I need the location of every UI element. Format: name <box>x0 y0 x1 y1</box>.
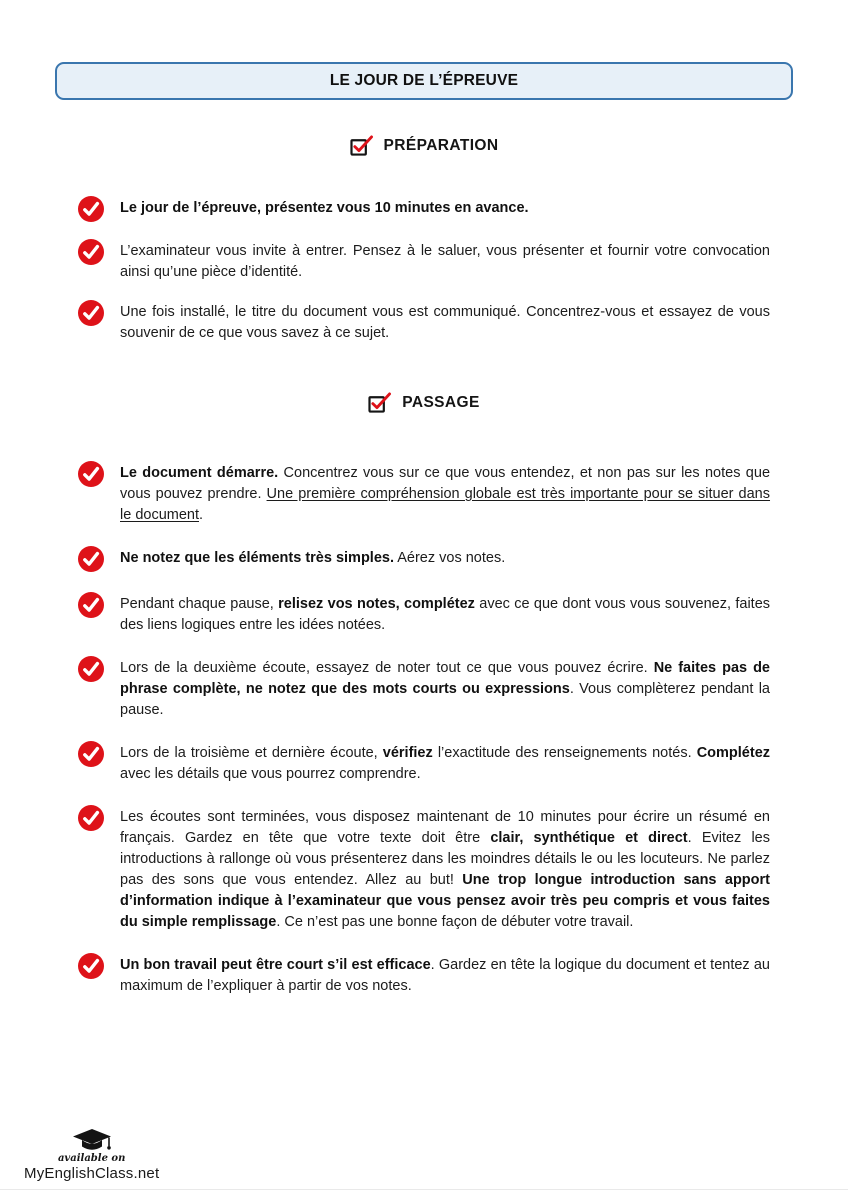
text-run: . Ce n’est pas une bonne façon de débuter votre travail. <box>276 914 634 930</box>
text-run: clair, synthétique et direct <box>490 830 688 846</box>
preparation-list <box>78 198 770 344</box>
site-footer <box>24 1128 159 1182</box>
passage-heading <box>0 392 848 413</box>
list-item <box>78 594 770 636</box>
text-run: Ne faites pas de phrase complète, ne notez que des mots courts ou expressions <box>120 660 770 697</box>
text-run: Une première compréhension globale est très importante pour se situer dans le document <box>120 486 771 523</box>
footer-tagline: available on <box>57 1153 126 1164</box>
list-item <box>78 955 770 997</box>
list-item <box>78 463 770 526</box>
text-run: Une trop longue introduction sans apport d’information indique à l’examinateur que vous pensez avoir très peu compris et vous faites du simple remplissage <box>120 872 770 930</box>
list-item-text <box>120 463 770 526</box>
text-run: Complétez <box>696 745 771 761</box>
list-item <box>78 548 770 572</box>
list-item <box>78 241 770 283</box>
check-circle-icon <box>78 741 104 767</box>
text-run: Les écoutes sont terminées, vous disposez maintenant de 10 minutes pour écrire un résumé en français. Gardez en tête que votre texte doit être <box>120 809 770 846</box>
text-run: avec les détails que vous pourrez comprendre. <box>120 766 421 782</box>
text-run: Le document démarre. <box>120 465 279 481</box>
check-circle-icon <box>78 592 104 618</box>
passage-heading-label: PASSAGE <box>402 393 480 411</box>
text-run: relisez vos notes, complétez <box>278 596 475 612</box>
check-circle-icon <box>78 656 104 682</box>
check-circle-icon <box>78 300 104 326</box>
list-item <box>78 807 770 933</box>
text-run: Ne notez que les éléments très simples. <box>120 550 394 566</box>
checkbox-checked-icon <box>368 392 392 413</box>
text-run: l’exactitude des renseignements notés. <box>432 745 697 761</box>
graduation-cap-icon <box>69 1128 115 1155</box>
text-run: Lors de la deuxième écoute, essayez de noter tout ce que vous pouvez écrire. <box>120 660 654 676</box>
text-run: . <box>199 507 204 523</box>
list-item-text <box>120 658 770 721</box>
preparation-heading <box>0 135 848 156</box>
text-run: L’examinateur vous invite à entrer. Pensez à le saluer, vous présenter et fournir votre convocation ainsi qu’une pièce d’identité. <box>120 243 770 280</box>
page-bottom-divider <box>0 1189 848 1190</box>
text-run: . Gardez en tête la logique du document et tentez au maximum de l’expliquer à partir de vos notes. <box>120 957 770 994</box>
checkbox-checked-icon <box>350 135 374 156</box>
text-run: Le jour de l’épreuve, présentez vous 10 minutes en avance. <box>120 200 529 216</box>
text-run: Aérez vos notes. <box>394 550 506 566</box>
check-circle-icon <box>78 546 104 572</box>
text-run: vérifiez <box>382 745 433 761</box>
check-circle-icon <box>78 239 104 265</box>
list-item-text <box>120 548 770 569</box>
preparation-heading-label: PRÉPARATION <box>383 136 499 154</box>
text-run: Un bon travail peut être court s’il est efficace <box>120 957 431 973</box>
check-circle-icon <box>78 953 104 979</box>
list-item <box>78 743 770 785</box>
text-run: Concentrez vous sur ce que vous entendez, et non pas sur les notes que vous pouvez prendre. <box>120 465 771 502</box>
page-title-box <box>55 62 793 100</box>
check-circle-icon <box>78 461 104 487</box>
text-run: Une fois installé, le titre du document vous est communiqué. Concentrez-vous et essayez de vous souvenir de ce que vous savez à ce sujet. <box>120 304 770 341</box>
section-preparation <box>0 135 848 344</box>
list-item-text <box>120 594 770 636</box>
list-item-text <box>120 198 770 219</box>
check-circle-icon <box>78 805 104 831</box>
page-title: LE JOUR DE L’ÉPREUVE <box>329 72 519 89</box>
footer-site-name: MyEnglishClass.net <box>24 1165 160 1182</box>
text-run: . Evitez les introductions à rallonge où vous présenterez dans les moindres détails le ou les locuteurs. Ne parlez pas des sons que vous entendez. Allez au but! <box>120 830 770 888</box>
list-item-text <box>120 302 770 344</box>
text-run: avec ce que dont vous vous souvenez, faites des liens logiques entre les idées notées. <box>120 596 771 633</box>
section-passage <box>0 392 848 997</box>
text-run: Pendant chaque pause, <box>120 596 279 612</box>
text-run: . Vous complèterez pendant la pause. <box>120 681 770 718</box>
check-circle-icon <box>78 196 104 222</box>
list-item-text <box>120 241 770 283</box>
text-run: Lors de la troisième et dernière écoute, <box>120 745 383 761</box>
list-item <box>78 658 770 721</box>
list-item <box>78 198 770 222</box>
list-item <box>78 302 770 344</box>
list-item-text <box>120 807 770 933</box>
list-item-text <box>120 743 770 785</box>
passage-list <box>78 463 770 997</box>
list-item-text <box>120 955 770 997</box>
